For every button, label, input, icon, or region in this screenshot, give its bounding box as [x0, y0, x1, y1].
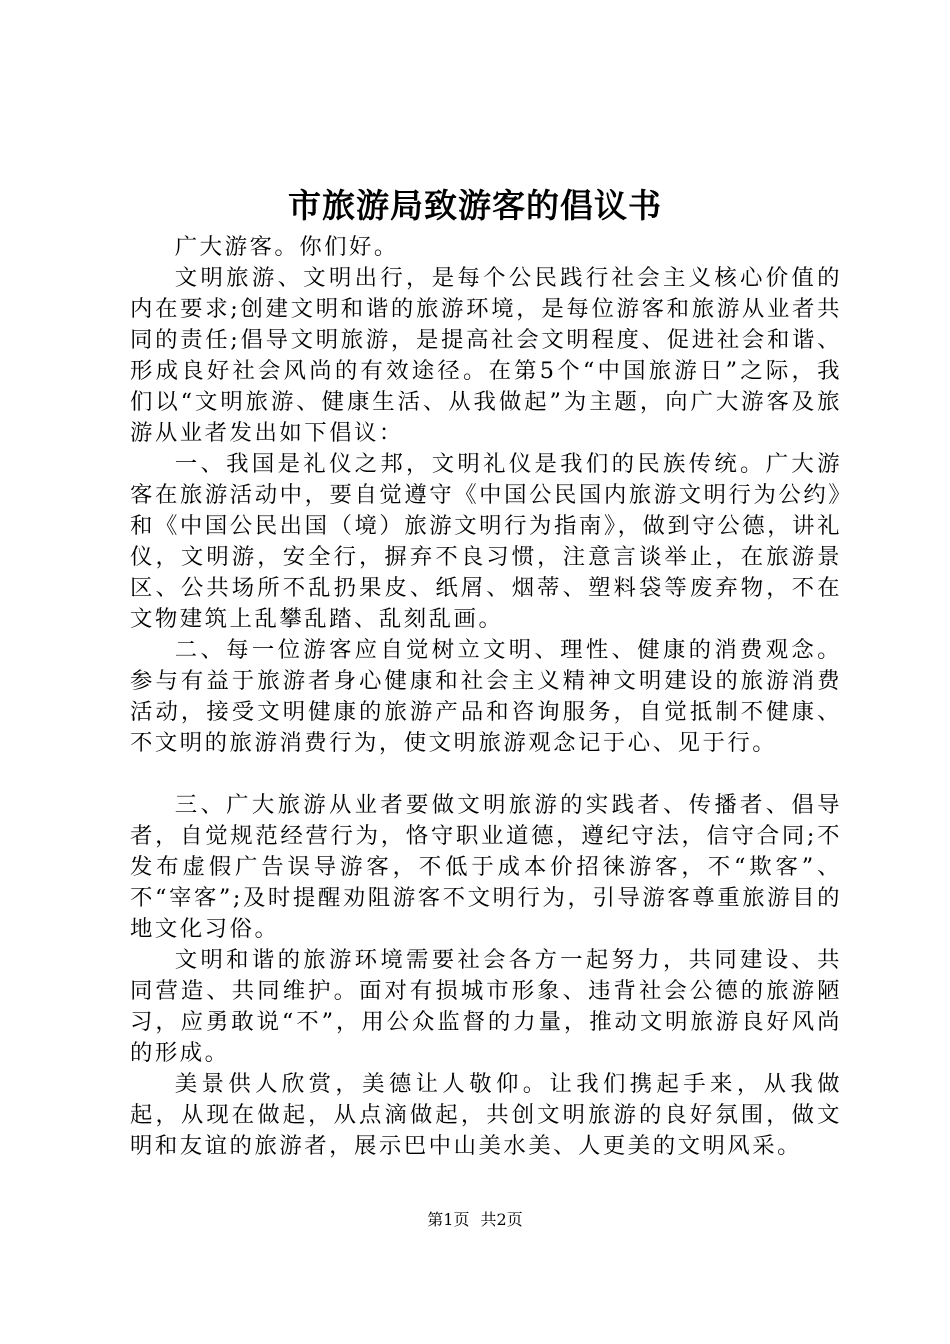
environment-paragraph: 文明和谐的旅游环境需要社会各方一起努力，共同建设、共同营造、共同维护。面对有损城市形象、违背社会公德的旅游陋习，应勇敢说“不”，用公众监督的力量，推动文明旅游良好风尚的形成。 [130, 947, 842, 1066]
proposal-one-paragraph: 一、我国是礼仪之邦，文明礼仪是我们的民族传统。广大游客在旅游活动中，要自觉遵守《中国公民国内旅游文明行为公约》和《中国公民出国（境）旅游文明行为指南》，做到守公德，讲礼仪，文明游，安全行，摒弃不良习惯，注意言谈举止，在旅游景区、公共场所不乱扔果皮、纸屑、烟蒂、塑料袋等废弃物，不在文物建筑上乱攀乱踏、乱刻乱画。 [130, 451, 842, 632]
closing-paragraph: 美景供人欣赏，美德让人敬仰。让我们携起手来，从我做起，从现在做起，从点滴做起，共创文明旅游的良好氛围，做文明和友谊的旅游者，展示巴中山美水美、人更美的文明风采。 [130, 1071, 842, 1159]
intro-paragraph: 文明旅游、文明出行，是每个公民践行社会主义核心价值的内在要求;创建文明和谐的旅游环境，是每位游客和旅游从业者共同的责任;倡导文明旅游，是提高社会文明程度、促进社会和谐、形成良好社会风尚的有效途径。在第5个“中国旅游日”之际，我们以“文明旅游、健康生活、从我做起”为主题，向广大游客及旅游从业者发出如下倡议： [130, 265, 842, 446]
page-number: 第1页 [427, 1210, 470, 1229]
document-body [130, 232, 842, 1162]
proposal-two-paragraph: 二、每一位游客应自觉树立文明、理性、健康的消费观念。参与有益于旅游者身心健康和社会主义精神文明建设的旅游消费活动，接受文明健康的旅游产品和咨询服务，自觉抵制不健康、不文明的旅游消费行为，使文明旅游观念记于心、见于行。 [130, 637, 842, 756]
document-title: 市旅游局致游客的倡议书 [288, 186, 662, 225]
page-footer [0, 1208, 950, 1232]
greeting-paragraph: 广大游客。你们好。 [174, 234, 399, 260]
proposal-three-paragraph: 三、广大旅游从业者要做文明旅游的实践者、传播者、倡导者，自觉规范经营行为，恪守职业道德，遵纪守法，信守合同;不发布虚假广告误导游客，不低于成本价招徕游客，不“欺客”、不“宰客”;及时提醒劝阻游客不文明行为，引导游客尊重旅游目的地文化习俗。 [130, 792, 842, 942]
page-total: 共2页 [480, 1210, 523, 1229]
